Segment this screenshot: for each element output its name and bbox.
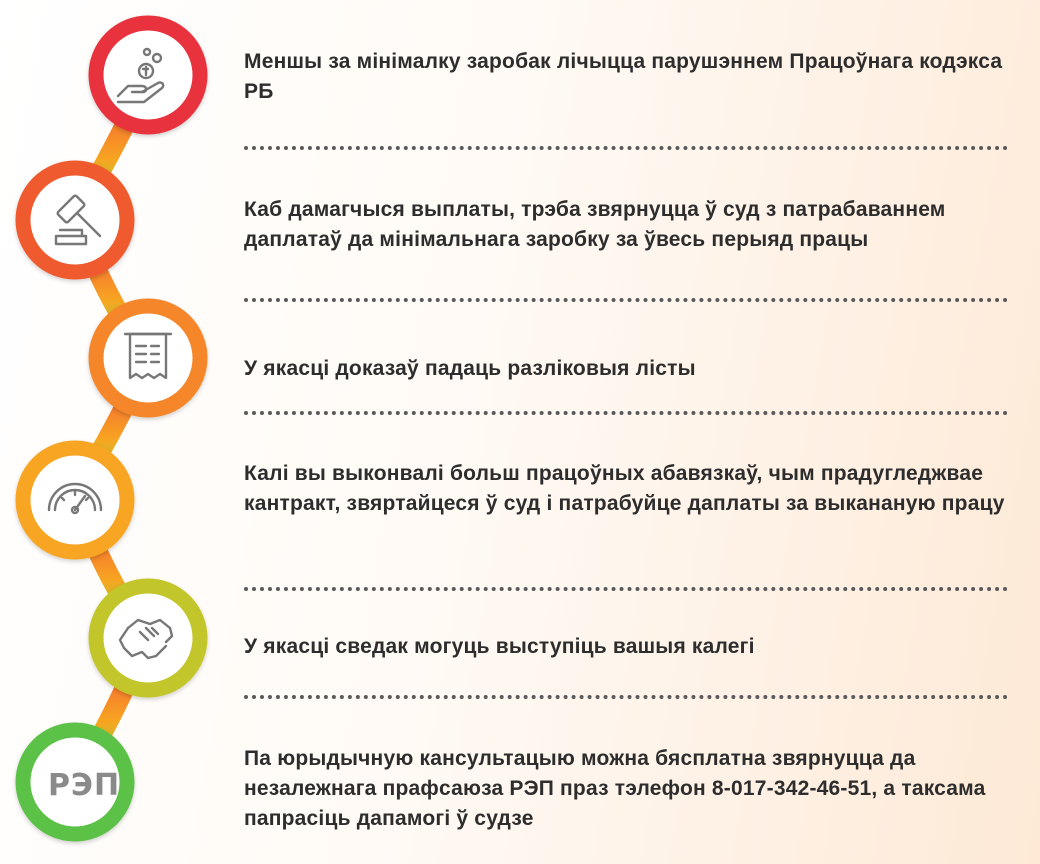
separator-5 — [244, 695, 1008, 699]
ring-3 — [96, 306, 200, 410]
ring-4 — [23, 448, 127, 552]
item-text-2: Каб дамагчыся выплаты, трэба звярнуцца ў суд з патрабаваннем даплатаў да мінімальнага заробку за ўвесь перыяд працы — [244, 198, 946, 251]
separator-4 — [244, 587, 1008, 591]
separator-3 — [244, 411, 1008, 415]
separator-2 — [244, 298, 1008, 302]
ring-5 — [96, 586, 200, 690]
item-text-3: У якасці доказаў падаць разліковыя лісты — [244, 357, 696, 380]
item-text-5: У якасці сведак могуць выступіць вашыя калегі — [244, 635, 755, 658]
separator-1 — [244, 146, 1008, 150]
item-text-1: Меншы за мінімалку заробак лічыцца парушэннем Працоўнага кодэкса РБ — [244, 50, 1003, 103]
ring-2 — [23, 168, 127, 272]
item-text-4: Калі вы выконвалі больш працоўных абавязкаў, чым прадугледжвае кантракт, звяртайцеся ў суд і патрабуйце даплаты за выкананую працу — [244, 462, 1005, 515]
item-text-6: Па юрыдычную кансультацыю можна бясплатна звярнуцца да незалежнага прафсаюза РЭП праз тэлефон 8-017-342-46-51, а таксама папрасіць дапамогі ў судзе — [244, 747, 986, 830]
ring-1 — [96, 23, 200, 127]
rep-logo-icon: РЭП — [47, 768, 121, 803]
